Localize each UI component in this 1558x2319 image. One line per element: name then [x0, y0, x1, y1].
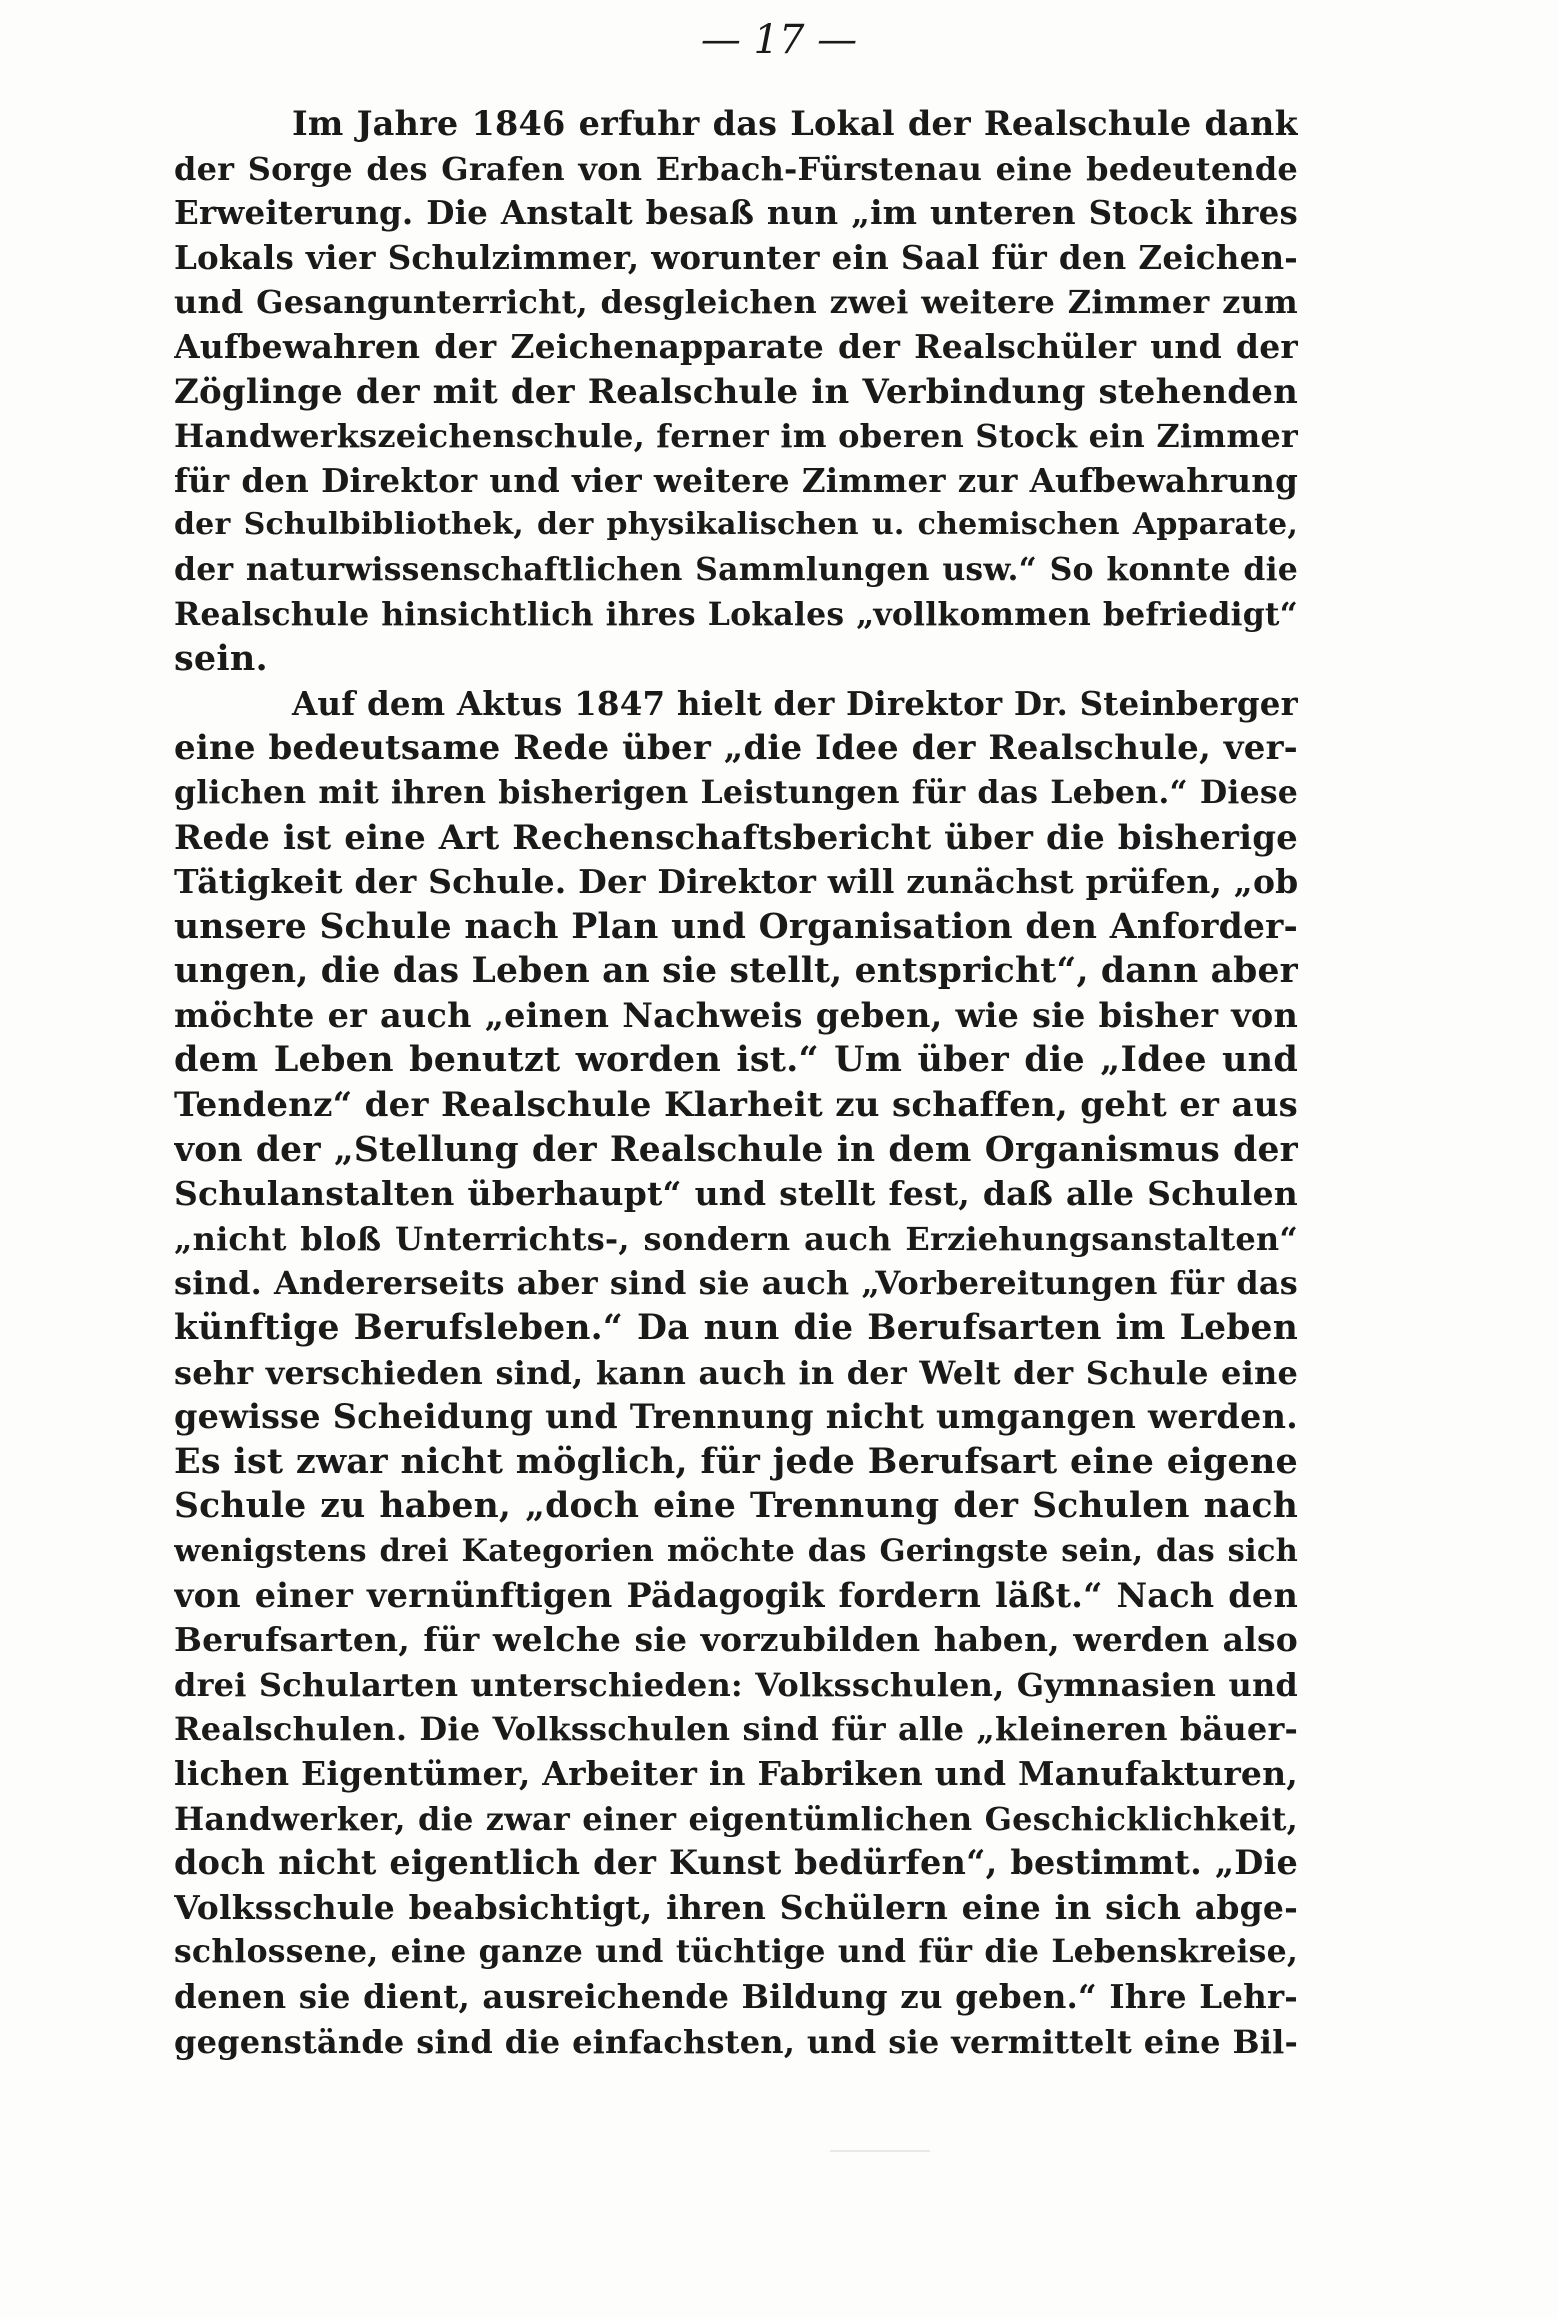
- text-line: Es ist zwar nicht möglich, für jede Berufsart eine eigene: [174, 1440, 1298, 1482]
- text-line: Volksschule beabsichtigt, ihren Schülern eine in sich abge-: [174, 1887, 1298, 1927]
- text-line: Rede ist eine Art Rechenschaftsbericht über die bisherige: [174, 817, 1298, 858]
- text-line: künftige Berufsleben.“ Da nun die Berufsarten im Leben: [174, 1308, 1298, 1349]
- text-line: doch nicht eigentlich der Kunst bedürfen“, bestimmt. „Die: [174, 1843, 1298, 1883]
- text-line: drei Schularten unterschieden: Volksschulen, Gymnasien und: [174, 1665, 1298, 1704]
- text-line: Berufsarten, für welche sie vorzubilden haben, werden also: [174, 1620, 1298, 1660]
- text-line: Lokals vier Schulzimmer, worunter ein Saal für den Zeichen-: [174, 237, 1298, 277]
- text-line: lichen Eigentümer, Arbeiter in Fabriken und Manufakturen,: [174, 1753, 1298, 1793]
- text-line: Im Jahre 1846 erfuhr das Lokal der Realschule dank: [292, 104, 1298, 143]
- text-line: von der „Stellung der Realschule in dem Organismus der: [174, 1129, 1298, 1170]
- text-line: für den Direktor und vier weitere Zimmer zur Aufbewahrung: [174, 460, 1298, 500]
- text-line: ungen, die das Leben an sie stellt, entspricht“, dann aber: [174, 951, 1298, 992]
- text-line: glichen mit ihren bisherigen Leistungen für das Leben.“ Diese: [174, 773, 1298, 811]
- text-line: von einer vernünftigen Pädagogik fordern läßt.“ Nach den: [174, 1575, 1298, 1615]
- text-line: dem Leben benutzt worden ist.“ Um über die „Idee und: [174, 1039, 1298, 1081]
- text-line: Handwerkszeichenschule, ferner im oberen Stock ein Zimmer: [174, 417, 1298, 456]
- page-number: — 17 —: [700, 17, 858, 63]
- text-line: Realschulen. Die Volksschulen sind für alle „kleineren bäuer-: [174, 1710, 1298, 1749]
- text-line: denen sie dient, ausreichende Bildung zu geben.“ Ihre Lehr-: [174, 1976, 1298, 2016]
- text-line: schlossene, eine ganze und tüchtige und für die Lebenskreise,: [174, 1933, 1298, 1971]
- bleed-through-mark: [830, 2150, 930, 2152]
- text-line: unsere Schule nach Plan und Organisation den Anforder-: [174, 906, 1298, 947]
- text-line: eine bedeutsame Rede über „die Idee der Realschule, ver-: [174, 728, 1298, 769]
- text-line: der Sorge des Grafen von Erbach-Fürstenau eine bedeutende: [174, 149, 1298, 188]
- text-line: der Schulbibliothek, der physikalischen u. chemischen Apparate,: [174, 507, 1298, 543]
- text-line: wenigstens drei Kategorien möchte das Geringste sein, das sich: [174, 1533, 1298, 1569]
- text-line: sein.: [174, 638, 268, 680]
- text-line: Realschule hinsichtlich ihres Lokales „vollkommen befriedigt“: [174, 595, 1298, 633]
- text-line: Auf dem Aktus 1847 hielt der Direktor Dr. Steinberger: [292, 683, 1298, 723]
- text-line: Aufbewahren der Zeichenapparate der Realschüler und der: [174, 326, 1298, 366]
- text-line: Tendenz“ der Realschule Klarheit zu schaffen, geht er aus: [174, 1085, 1298, 1126]
- text-line: gegenstände sind die einfachsten, und sie vermittelt eine Bil-: [174, 2022, 1298, 2061]
- text-line: Handwerker, die zwar einer eigentümlichen Geschicklichkeit,: [174, 1799, 1298, 1838]
- text-line: Tätigkeit der Schule. Der Direktor will zunächst prüfen, „ob: [174, 862, 1298, 902]
- text-line: „nicht bloß Unterrichts-, sondern auch Erziehungsanstalten“: [174, 1219, 1298, 1258]
- text-line: Zöglinge der mit der Realschule in Verbindung stehenden: [174, 371, 1298, 412]
- text-line: Erweiterung. Die Anstalt besaß nun „im unteren Stock ihres: [174, 193, 1298, 233]
- text-line: der naturwissenschaftlichen Sammlungen usw.“ So konnte die: [174, 550, 1298, 588]
- text-line: sind. Andererseits aber sind sie auch „Vorbereitungen für das: [174, 1264, 1298, 1303]
- text-line: und Gesangunterricht, desgleichen zwei weitere Zimmer zum: [174, 283, 1298, 322]
- text-line: sehr verschieden sind, kann auch in der Welt der Schule eine: [174, 1353, 1298, 1392]
- body-text: [174, 102, 1298, 2064]
- text-line: Schule zu haben, „doch eine Trennung der Schulen nach: [174, 1486, 1298, 1527]
- text-line: Schulanstalten überhaupt“ und stellt fest, daß alle Schulen: [174, 1174, 1298, 1214]
- text-line: gewisse Scheidung und Trennung nicht umgangen werden.: [174, 1397, 1298, 1437]
- text-line: möchte er auch „einen Nachweis geben, wie sie bisher von: [174, 995, 1298, 1035]
